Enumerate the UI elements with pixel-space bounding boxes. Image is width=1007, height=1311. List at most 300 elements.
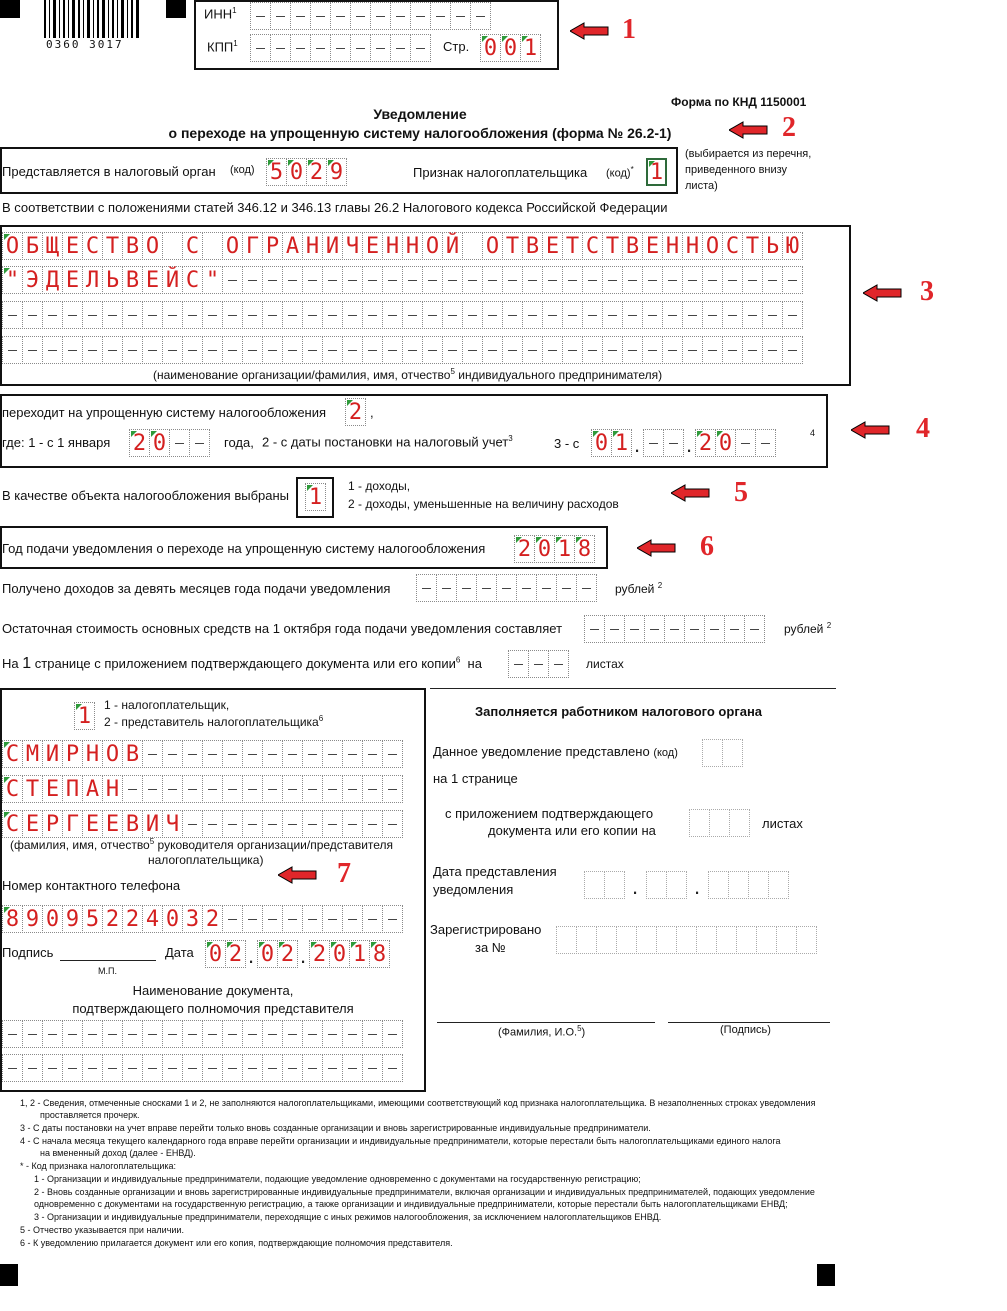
footnote-ref-4: 4	[810, 428, 816, 438]
comb-cell: Е	[102, 810, 123, 838]
comb-cell	[162, 336, 183, 364]
tax-office-date-2: уведомления	[433, 882, 514, 897]
comb-cell	[542, 266, 563, 294]
comb-cell	[302, 775, 323, 803]
date-digit: 0	[715, 429, 736, 457]
comb-cell	[142, 740, 163, 768]
corner-marker	[817, 1264, 835, 1286]
comb-cell	[342, 336, 363, 364]
comb-cell	[402, 301, 423, 329]
comb-cell: Е	[542, 232, 563, 260]
footnote: одновременно с документами на государственную регистрацию, а также организации и индивидуальные предприниматели, которые перестали быть налогоплательщиками ЕНВД;	[34, 1199, 788, 1209]
corner-marker	[166, 0, 186, 18]
comb-cell	[262, 775, 283, 803]
comb-cell	[102, 1020, 123, 1048]
title-line-1: Уведомление	[373, 106, 467, 122]
income-label: Получено доходов за девять месяцев года подачи уведомления	[2, 581, 391, 596]
comb-cell	[222, 810, 243, 838]
signer-date-digit: 2	[225, 940, 246, 968]
pages-label: На 1 странице с приложением подтверждающего документа или его копии$^6$ на	[2, 655, 482, 672]
comb-cell	[322, 266, 343, 294]
arrow-5-icon	[671, 484, 711, 502]
comb-cell: С	[722, 232, 743, 260]
comb-cell	[162, 301, 183, 329]
comb-cell	[602, 266, 623, 294]
comb-cell	[362, 810, 383, 838]
comb-cell: Л	[82, 266, 103, 294]
comb-cell	[502, 266, 523, 294]
comb-cell: Н	[682, 232, 703, 260]
comb-cell: О	[142, 232, 163, 260]
where-label: где: 1 - с 1 января	[2, 435, 111, 450]
comb-cell	[362, 1054, 383, 1082]
comb-cell: С	[82, 232, 103, 260]
comb-cell	[662, 301, 683, 329]
comb-cell	[302, 266, 323, 294]
comb-cell: 9	[62, 905, 83, 933]
comb-cell	[142, 1020, 163, 1048]
annotation-1: 1	[622, 14, 636, 45]
comb-cell	[2, 1020, 23, 1048]
comb-cell	[262, 740, 283, 768]
comb-cell: О	[702, 232, 723, 260]
signer-first-name-field[interactable]	[2, 775, 402, 803]
organization-line-1[interactable]	[2, 232, 802, 260]
comb-cell	[562, 336, 583, 364]
transition-digit: 2	[345, 398, 366, 426]
comb-cell	[42, 1020, 63, 1048]
comb-cell	[282, 266, 303, 294]
signer-patronymic-field[interactable]	[2, 810, 402, 838]
comb-cell: П	[62, 775, 83, 803]
inn-field[interactable]	[250, 2, 490, 30]
signer-date-digit: 0	[329, 940, 350, 968]
transition-comma: ,	[370, 405, 374, 420]
signer-option-2: 2 - представитель налогоплательщика$^6$	[104, 714, 324, 729]
comb-cell	[482, 266, 503, 294]
comb-cell	[242, 740, 263, 768]
arrow-1-icon	[570, 22, 610, 40]
comb-cell: Е	[642, 232, 663, 260]
comb-cell	[302, 301, 323, 329]
annotation-5: 5	[734, 477, 748, 508]
comb-cell	[322, 810, 343, 838]
comb-cell	[102, 1054, 123, 1082]
tax-code-digit: 5	[266, 158, 287, 186]
comb-cell	[742, 301, 763, 329]
comb-cell	[762, 301, 783, 329]
comb-cell	[622, 336, 643, 364]
signer-date-digit: 0	[257, 940, 278, 968]
comb-cell: Р	[62, 740, 83, 768]
title-line-2: о переходе на упрощенную систему налогообложения (форма № 26.2-1)	[168, 125, 672, 141]
comb-cell	[262, 266, 283, 294]
organization-line-4[interactable]	[2, 336, 802, 364]
object-digit: 1	[305, 483, 326, 511]
notice-year-digit: 0	[534, 535, 555, 563]
signature-line[interactable]	[60, 960, 156, 961]
year-suffix-label: года,	[224, 435, 254, 450]
representative-doc-line-2[interactable]	[2, 1054, 402, 1082]
transition-date-field[interactable]: 0 1 . . 2 0	[591, 429, 775, 457]
comb-cell	[762, 336, 783, 364]
comb-cell	[282, 810, 303, 838]
annotation-3: 3	[920, 276, 934, 307]
footnote: 2 - Вновь созданные организации и вновь зарегистрированные индивидуальные предприниматели, включая организации и индивидуальных предпринимателей, подающих уведомление	[34, 1187, 815, 1197]
comb-cell	[362, 1020, 383, 1048]
comb-cell: С	[182, 266, 203, 294]
comb-cell	[202, 301, 223, 329]
comb-cell	[202, 232, 223, 260]
tax-office-submitted: Данное уведомление представлено (код)	[433, 744, 678, 759]
comb-cell	[42, 336, 63, 364]
comb-cell	[102, 336, 123, 364]
comb-cell	[762, 266, 783, 294]
comb-cell: Д	[42, 266, 63, 294]
comb-cell: В	[522, 232, 543, 260]
comb-cell	[722, 266, 743, 294]
comb-cell	[202, 1020, 223, 1048]
comb-cell	[122, 775, 143, 803]
comb-cell: В	[622, 232, 643, 260]
taxpayer-code-hint: (код)*	[606, 165, 634, 180]
comb-cell	[342, 775, 363, 803]
comb-cell	[122, 301, 143, 329]
comb-cell	[662, 336, 683, 364]
comb-cell	[62, 1020, 83, 1048]
comb-cell: Н	[662, 232, 683, 260]
option-2-label: 2 - с даты постановки на налоговый учет$^3$	[262, 434, 513, 450]
comb-cell	[242, 336, 263, 364]
comb-cell	[362, 266, 383, 294]
comb-cell: О	[2, 232, 23, 260]
comb-cell: Е	[82, 810, 103, 838]
tax-office-code-field[interactable]	[702, 739, 742, 767]
corner-marker	[0, 0, 20, 18]
comb-cell	[122, 1020, 143, 1048]
comb-cell	[502, 336, 523, 364]
comb-cell: О	[482, 232, 503, 260]
comb-cell: Ч	[342, 232, 363, 260]
date-digit: 2	[695, 429, 716, 457]
comb-cell: С	[2, 775, 23, 803]
comb-cell	[782, 266, 803, 294]
income-unit: рублей $^2$	[615, 581, 663, 596]
page-number-field[interactable]	[480, 34, 540, 62]
comb-cell: Е	[62, 232, 83, 260]
comb-cell: 8	[2, 905, 23, 933]
tax-authority-label: Представляется в налоговый орган	[2, 164, 216, 179]
notice-year-digit: 2	[514, 535, 535, 563]
comb-cell: В	[122, 740, 143, 768]
tax-office-sheets-field[interactable]	[689, 809, 749, 837]
comb-cell	[462, 232, 483, 260]
comb-cell: 2	[102, 905, 123, 933]
comb-cell: Т	[22, 775, 43, 803]
comb-cell: В	[122, 266, 143, 294]
year-digit: 2	[129, 429, 150, 457]
comb-cell	[142, 1054, 163, 1082]
comb-cell	[322, 1054, 343, 1082]
comb-cell	[382, 1054, 403, 1082]
representative-doc-line-1[interactable]	[2, 1020, 402, 1048]
tax-office-fio-line[interactable]	[437, 1022, 655, 1023]
signer-date-digit: 2	[277, 940, 298, 968]
comb-cell	[542, 301, 563, 329]
comb-cell	[142, 301, 163, 329]
corner-marker	[0, 1264, 18, 1286]
comb-cell	[782, 336, 803, 364]
comb-cell	[702, 301, 723, 329]
tax-office-sign-line[interactable]	[668, 1022, 830, 1023]
comb-cell	[142, 336, 163, 364]
barcode-number: 0360 3017	[46, 38, 124, 51]
comb-cell	[482, 301, 503, 329]
comb-cell	[542, 336, 563, 364]
object-label: В качестве объекта налогообложения выбраны	[2, 488, 290, 503]
organization-caption: (наименование организации/фамилия, имя, отчество$^5$ индивидуального предпринимателя)	[153, 367, 663, 382]
tax-office-fio: (Фамилия, И.О.$^5$)	[498, 1024, 586, 1039]
comb-cell	[182, 775, 203, 803]
comb-cell	[322, 740, 343, 768]
comb-cell	[742, 266, 763, 294]
comb-cell	[282, 740, 303, 768]
year-field[interactable]	[129, 429, 209, 457]
comb-cell: Е	[22, 810, 43, 838]
comb-cell	[442, 266, 463, 294]
tax-office-date-field[interactable]: . .	[584, 871, 788, 899]
comb-cell: Е	[42, 775, 63, 803]
income-field[interactable]	[416, 574, 596, 602]
comb-cell	[322, 336, 343, 364]
comb-cell	[262, 905, 283, 933]
comb-cell	[242, 301, 263, 329]
pages-sheets-field[interactable]	[508, 650, 568, 678]
comb-cell	[582, 301, 603, 329]
signature-label: Подпись	[2, 945, 54, 960]
residual-field[interactable]	[584, 615, 764, 643]
comb-cell	[282, 1054, 303, 1082]
comb-cell: Й	[162, 266, 183, 294]
footnote: * - Код признака налогоплательщика:	[20, 1161, 177, 1171]
footnote: 4 - С начала месяца текущего календарного года вправе перейти организации и индивидуальные предприниматели, которые перестали быть налогоплательщиками единого налога	[20, 1136, 781, 1146]
comb-cell	[22, 1054, 43, 1082]
transition-label: переходит на упрощенную систему налогообложения	[2, 405, 327, 420]
comb-cell	[222, 336, 243, 364]
arrow-2-icon	[729, 121, 769, 139]
comb-cell	[302, 1054, 323, 1082]
tax-office-reg-2: за №	[475, 940, 506, 955]
tax-authority-code-field[interactable]	[266, 158, 346, 186]
object-option-1: 1 - доходы,	[348, 479, 411, 493]
comb-cell: О	[422, 232, 443, 260]
taxpayer-note-1: (выбирается из перечня,	[685, 148, 812, 160]
comb-cell: "	[2, 266, 23, 294]
comb-cell	[622, 301, 643, 329]
comb-cell	[462, 266, 483, 294]
comb-cell	[122, 1054, 143, 1082]
comb-cell: Т	[742, 232, 763, 260]
tax-office-reg-field[interactable]	[556, 926, 816, 954]
comb-cell	[262, 1054, 283, 1082]
comb-cell	[602, 301, 623, 329]
comb-cell: Р	[262, 232, 283, 260]
comb-cell: Ч	[162, 810, 183, 838]
comb-cell: Н	[102, 775, 123, 803]
comb-cell	[782, 301, 803, 329]
footnote: 3 - Организации и индивидуальные предприниматели, переходящие с иных режимов налогообложения, за исключением налогоплательщиков ЕНВД.	[34, 1212, 662, 1222]
page-number-digit-3: 1	[520, 34, 541, 62]
comb-cell: С	[582, 232, 603, 260]
comb-cell: А	[282, 232, 303, 260]
comb-cell: Н	[302, 232, 323, 260]
comb-cell	[222, 905, 243, 933]
comb-cell	[422, 266, 443, 294]
comb-cell	[362, 301, 383, 329]
signer-last-name-field[interactable]	[2, 740, 402, 768]
signer-date-label: Дата	[165, 945, 194, 960]
comb-cell: О	[222, 232, 243, 260]
annotation-6: 6	[700, 531, 714, 562]
comb-cell	[682, 301, 703, 329]
comb-cell	[302, 905, 323, 933]
comb-cell	[342, 1054, 363, 1082]
comb-cell	[142, 775, 163, 803]
signer-date-digit: 8	[369, 940, 390, 968]
tax-authority-code-hint: (код)	[230, 164, 255, 176]
comb-cell: 4	[142, 905, 163, 933]
comb-cell	[362, 775, 383, 803]
tax-office-attach-1: с приложением подтверждающего	[445, 806, 654, 821]
notice-year-field[interactable]	[514, 535, 594, 563]
signer-date-field[interactable]: 0 2 . 0 2 . 2 0 1 8	[205, 940, 389, 968]
comb-cell: Т	[602, 232, 623, 260]
comb-cell	[242, 266, 263, 294]
comb-cell: Н	[382, 232, 403, 260]
comb-cell	[262, 336, 283, 364]
phone-field[interactable]	[2, 905, 402, 933]
organization-line-3[interactable]	[2, 301, 802, 329]
stamp-label: М.П.	[98, 966, 117, 976]
comb-cell	[222, 775, 243, 803]
comb-cell	[462, 336, 483, 364]
comb-cell: 3	[182, 905, 203, 933]
comb-cell	[82, 336, 103, 364]
comb-cell	[162, 232, 183, 260]
comb-cell: М	[22, 740, 43, 768]
signer-type-field[interactable]	[74, 702, 94, 730]
comb-cell: Ь	[762, 232, 783, 260]
tax-office-sheets: листах	[762, 816, 803, 831]
comb-cell	[362, 740, 383, 768]
comb-cell	[282, 301, 303, 329]
comb-cell	[262, 810, 283, 838]
comb-cell	[342, 810, 363, 838]
transition-field[interactable]	[345, 398, 365, 426]
notice-year-label: Год подачи уведомления о переходе на упрощенную систему налогообложения	[2, 541, 486, 556]
kpp-label: КПП$^1$	[207, 39, 238, 55]
comb-cell	[2, 1054, 23, 1082]
comb-cell	[382, 1020, 403, 1048]
comb-cell	[742, 336, 763, 364]
barcode	[44, 0, 160, 40]
comb-cell	[162, 1054, 183, 1082]
date-digit: 0	[591, 429, 612, 457]
comb-cell	[722, 301, 743, 329]
comb-cell	[42, 301, 63, 329]
notice-year-digit: 8	[574, 535, 595, 563]
comb-cell: Н	[402, 232, 423, 260]
signer-option-1: 1 - налогоплательщик,	[104, 698, 230, 712]
date-digit: 1	[611, 429, 632, 457]
comb-cell	[302, 810, 323, 838]
comb-cell: С	[2, 810, 23, 838]
comb-cell: Г	[242, 232, 263, 260]
comb-cell: И	[322, 232, 343, 260]
comb-cell	[2, 336, 23, 364]
comb-cell: 0	[42, 905, 63, 933]
comb-cell	[202, 740, 223, 768]
comb-cell	[42, 1054, 63, 1082]
representative-doc-label-1: Наименование документа,	[132, 983, 294, 998]
comb-cell	[522, 336, 543, 364]
comb-cell: Э	[22, 266, 43, 294]
object-field[interactable]	[305, 483, 325, 511]
comb-cell	[442, 301, 463, 329]
comb-cell	[282, 775, 303, 803]
kpp-field[interactable]	[250, 34, 430, 62]
comb-cell	[202, 336, 223, 364]
footnote: 1, 2 - Сведения, отмеченные сносками 1 и 2, не заполняются налогоплательщиками, имеющими соответствующий код признака налогоплательщика. В незаполненных строках уведомления	[20, 1098, 816, 1108]
comb-cell	[322, 905, 343, 933]
comb-cell	[162, 1020, 183, 1048]
taxpayer-sign-field[interactable]	[646, 158, 666, 186]
comb-cell	[342, 301, 363, 329]
comb-cell	[342, 1020, 363, 1048]
comb-cell: А	[82, 775, 103, 803]
taxpayer-note-2: приведенного внизу	[685, 164, 788, 176]
comb-cell	[462, 301, 483, 329]
representative-doc-label-2: подтверждающего полномочия представителя	[72, 1001, 354, 1016]
signer-caption-2: налогоплательщика)	[148, 853, 264, 867]
comb-cell	[162, 775, 183, 803]
comb-cell: Й	[442, 232, 463, 260]
comb-cell	[322, 1020, 343, 1048]
form-code: Форма по КНД 1150001	[671, 95, 807, 109]
comb-cell: 0	[162, 905, 183, 933]
inn-label: ИНН$^1$	[204, 6, 237, 22]
tax-code-digit: 2	[306, 158, 327, 186]
comb-cell	[382, 905, 403, 933]
comb-cell	[362, 905, 383, 933]
comb-cell	[22, 336, 43, 364]
taxpayer-note-3: листа)	[685, 180, 718, 192]
comb-cell: 5	[82, 905, 103, 933]
organization-line-2[interactable]	[2, 266, 802, 294]
arrow-7-icon	[278, 866, 318, 884]
comb-cell: С	[2, 740, 23, 768]
comb-cell	[2, 301, 23, 329]
footnote: 3 - С даты постановки на учет вправе перейти только вновь созданные организации и вновь зарегистрированные индивидуальные предприниматели.	[20, 1123, 651, 1133]
page-number-digit-1: 0	[480, 34, 501, 62]
comb-cell: И	[142, 810, 163, 838]
comb-cell	[262, 301, 283, 329]
comb-cell	[242, 1020, 263, 1048]
comb-cell: Ю	[782, 232, 803, 260]
residual-unit: рублей $^2$	[784, 621, 832, 636]
comb-cell	[382, 775, 403, 803]
tax-code-digit: 0	[286, 158, 307, 186]
